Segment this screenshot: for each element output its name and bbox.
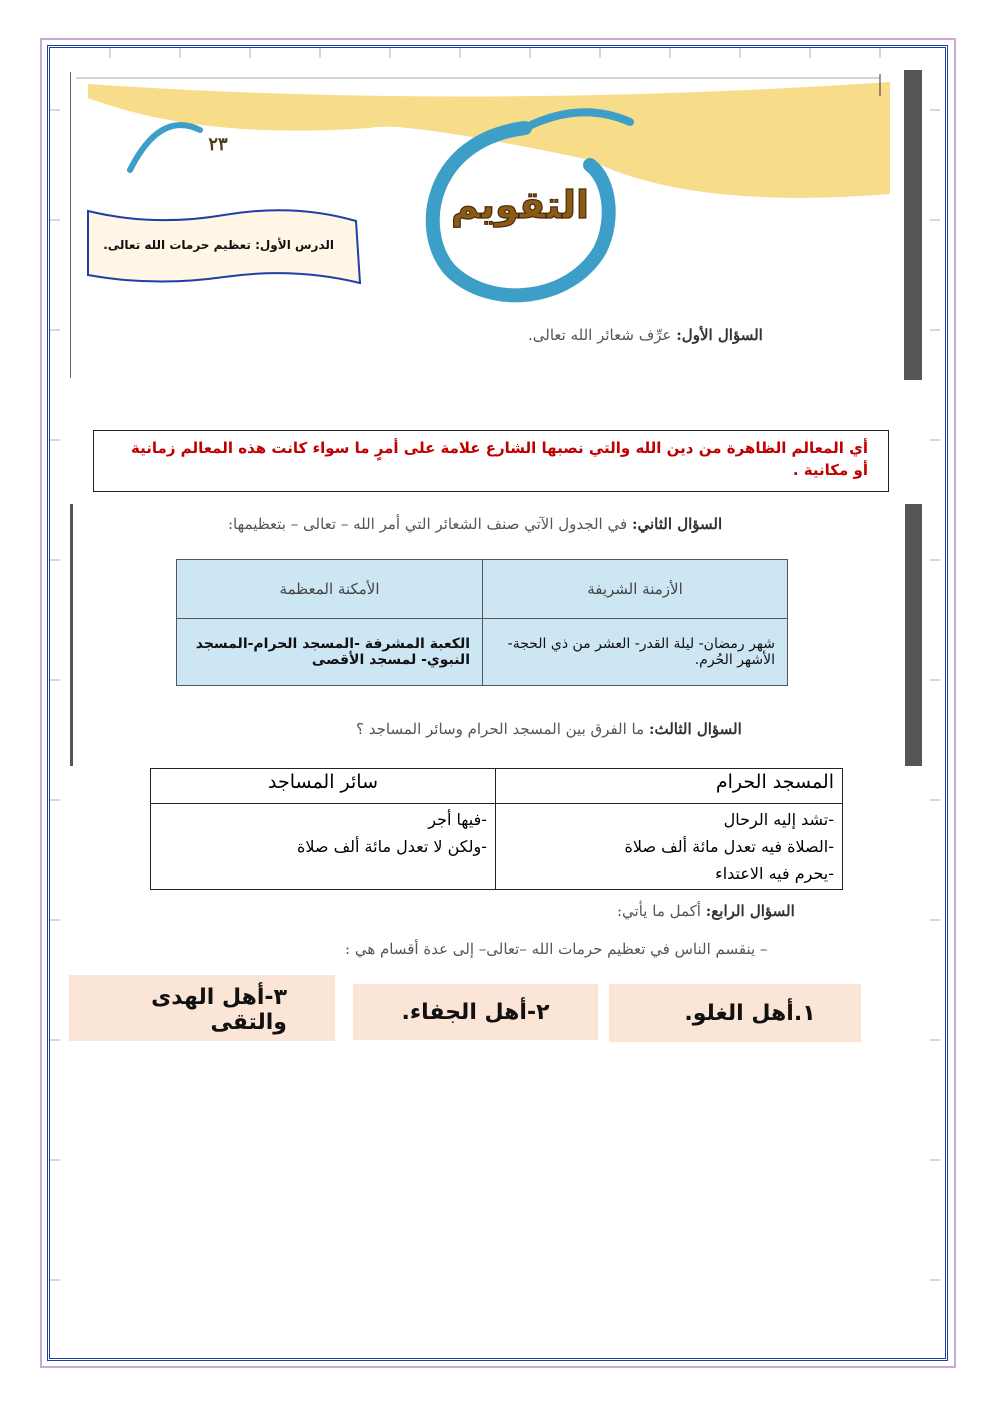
header-sacred-places: الأمكنة المعظمة	[177, 560, 483, 619]
answer-1-box	[93, 430, 889, 492]
answer-box-1	[609, 984, 861, 1042]
question-3	[356, 720, 742, 738]
lesson-title: الدرس الأول: تعظيم حرمات الله تعالى.	[103, 238, 334, 252]
haram-point: -تشد إليه الرحال	[723, 810, 834, 829]
lesson-banner	[84, 205, 364, 287]
classification-table	[176, 559, 788, 686]
scan-right-bar	[905, 504, 922, 766]
haram-point: -يحرم فيه الاعتداء	[715, 864, 834, 883]
cell-sacred-times: شهر رمضان- ليلة القدر- العشر من ذي الحجة- الأشهر الحُرم.	[483, 619, 788, 686]
evaluation-title: التقويم	[450, 183, 590, 227]
answer-box-3	[69, 975, 335, 1041]
other-point: -فيها أجر	[428, 810, 487, 829]
question-3-label: السؤال الثالث:	[648, 720, 742, 738]
right-dark-bar	[904, 70, 922, 380]
header-other-mosques: سائر المساجد	[151, 769, 496, 804]
question-2-text: في الجدول الآتي صنف الشعائر التي أمر الله – تعالى – بتعظيمها:	[228, 515, 628, 533]
header-masjid-haram: المسجد الحرام	[496, 769, 843, 804]
answer-4-2: ٢-أهل الجفاء.	[401, 999, 550, 1025]
question-1	[528, 326, 763, 344]
page-number: ٢٣	[208, 134, 228, 155]
answer-4-1: ١.أهل الغلو.	[684, 1000, 816, 1026]
other-point: -ولكن لا تعدل مائة ألف صلاة	[296, 837, 487, 856]
answer-1-text: أي المعالم الظاهرة من دين الله والتي نصبها الشارع علامة على أمرٍ ما سواء كانت هذه المعالم زمانية أو مكانية .	[131, 439, 868, 479]
answer-box-2	[353, 984, 598, 1040]
cell-sacred-places: الكعبة المشرفة -المسجد الحرام-المسجد النبوي- لمسجد الأقصى	[177, 619, 483, 686]
question-4-text: أكمل ما يأتي:	[617, 902, 701, 920]
question-2-label: السؤال الثاني:	[631, 515, 723, 533]
question-4-label: السؤال الرابع:	[705, 902, 795, 920]
comparison-table	[150, 768, 843, 890]
scan-left-bar	[70, 504, 73, 766]
answer-4-3: ٣-أهل الهدى والتقى	[151, 985, 287, 1035]
question-1-text: عرِّف شعائر الله تعالى.	[528, 326, 672, 344]
question-4-prompt: – ينقسم الناس في تعظيم حرمات الله –تعالى– إلى عدة أقسام هي :	[345, 940, 768, 958]
cell-masjid-haram	[496, 804, 843, 890]
question-3-text: ما الفرق بين المسجد الحرام وسائر المساجد ؟	[356, 720, 645, 738]
question-1-label: السؤال الأول:	[676, 326, 763, 344]
question-2	[228, 515, 722, 533]
question-4	[617, 902, 795, 920]
haram-point: -الصلاة فيه تعدل مائة ألف صلاة	[624, 837, 834, 856]
cell-other-mosques	[151, 804, 496, 890]
header-sacred-times: الأزمنة الشريفة	[483, 560, 788, 619]
